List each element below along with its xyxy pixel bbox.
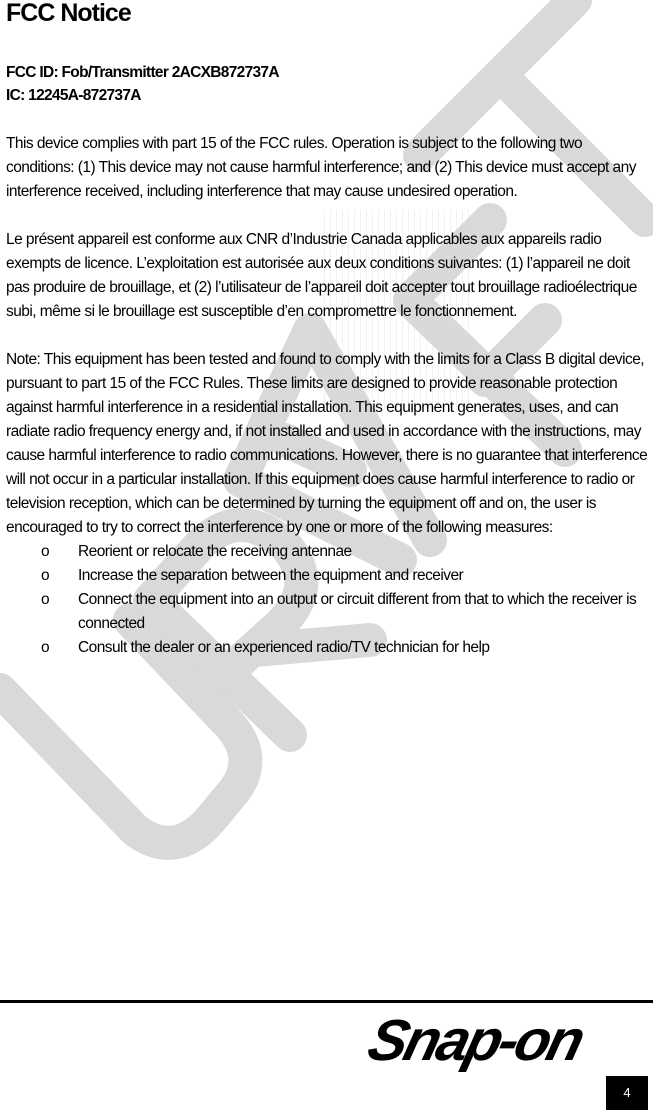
measures-list xyxy=(6,540,648,660)
paragraph-french: Le présent appareil est conforme aux CNR d’Industrie Canada applicables aux appareils radio exempts de licence. L’exploitation est autorisée aux deux conditions suivantes: (1) l’appareil ne doit pas produire de brouillage, et (2) l’utilisateur de l’appareil doit accepter tout brouillage radioélectrique subi, même si le brouillage est susceptible d’en compromettre le fonctionnement. xyxy=(6,231,637,320)
logo-wordmark: Snap-on xyxy=(361,1008,589,1073)
page-number: 4 xyxy=(606,1076,648,1110)
list-item xyxy=(6,636,648,660)
paragraph-english: This device complies with part 15 of the FCC rules. Operation is subject to the following two conditions: (1) This device may not cause harmful interference; and (2) This device must accept any interference received, including interference that may cause undesired operation. xyxy=(6,135,636,200)
measure-text: Consult the dealer or an experienced radio/TV technician for help xyxy=(78,639,490,656)
snap-on-logo xyxy=(360,1008,652,1074)
list-item xyxy=(6,540,648,564)
list-item xyxy=(6,588,648,636)
note-paragraph: Note: This equipment has been tested and found to comply with the limits for a Class B digital device, pursuant to part 15 of the FCC Rules. These limits are designed to provide reasonable protection against harmful interference in a residential installation. This equipment generates, uses, and can radiate radio frequency energy and, if not installed and used in accordance with the instructions, may cause harmful interference to radio communications. However, there is no guarantee that interference will not occur in a particular installation. If this equipment does cause harmful interference to radio or television reception, which can be determined by turning the equipment off and on, the user is encouraged to try to correct the interference by one or more of the following measures: xyxy=(6,351,648,536)
bullet-marker: o xyxy=(41,591,50,608)
bullet-marker: o xyxy=(41,543,50,560)
device-identifiers xyxy=(6,61,648,107)
document-body xyxy=(6,0,648,660)
ic-id: IC: 12245A-872737A xyxy=(6,87,141,104)
fcc-id: FCC ID: Fob/Transmitter 2ACXB872737A xyxy=(6,64,279,81)
page-title: FCC Notice xyxy=(6,0,131,27)
list-item xyxy=(6,564,648,588)
bullet-marker: o xyxy=(41,639,50,656)
footer-divider xyxy=(0,1000,653,1003)
bullet-marker: o xyxy=(41,567,50,584)
measure-text: Reorient or relocate the receiving antennae xyxy=(78,543,352,560)
measure-text: Increase the separation between the equipment and receiver xyxy=(78,567,464,584)
measure-text: Connect the equipment into an output or circuit different from that to which the receiver is connected xyxy=(78,591,637,632)
